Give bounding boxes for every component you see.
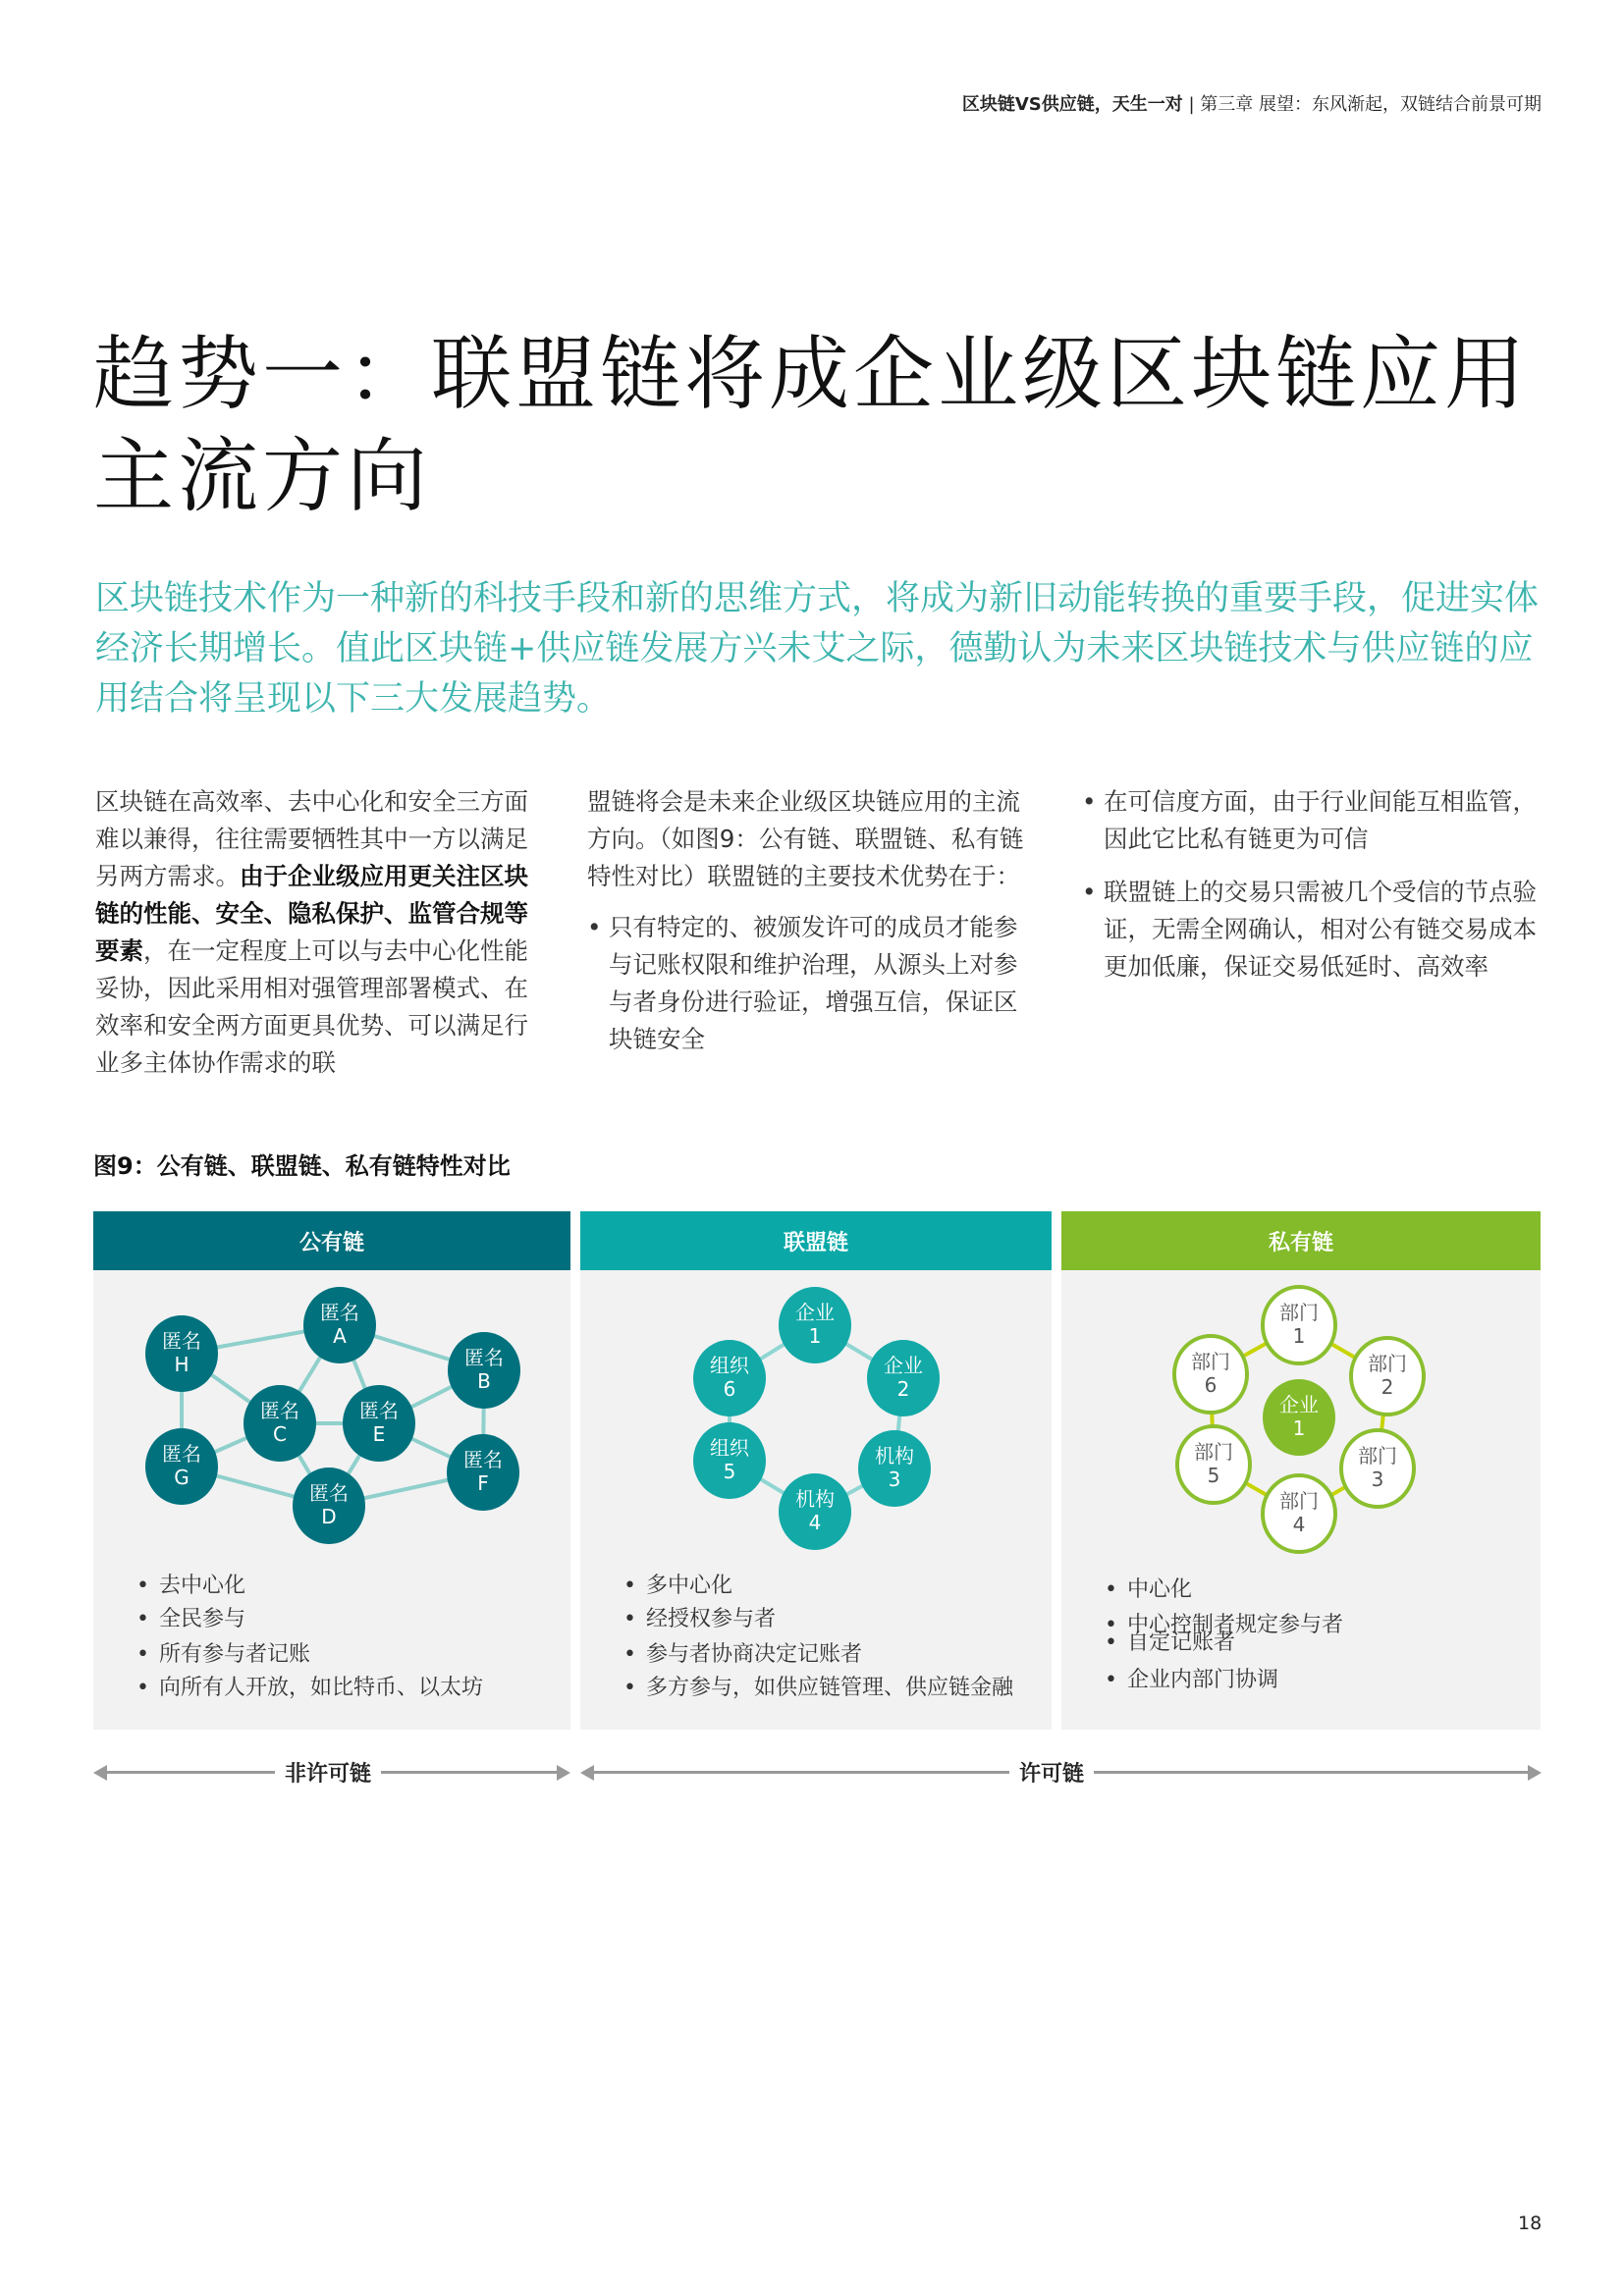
non-permissioned-label: 非许可链	[275, 1757, 381, 1788]
header-title: 区块链VS供应链，天生一对	[961, 94, 1183, 115]
bullet-text: 多中心化	[645, 1574, 732, 1598]
node-label: 1	[808, 1324, 822, 1348]
feature-bullet	[1105, 1573, 1192, 1603]
network-node	[779, 1287, 851, 1363]
network-node	[293, 1468, 365, 1544]
bullet-text: 全民参与	[158, 1607, 245, 1631]
node-label: A	[333, 1324, 347, 1348]
network-node	[693, 1422, 766, 1499]
bullet-icon: •	[136, 1676, 149, 1700]
feature-bullet	[1105, 1626, 1235, 1656]
node-label: 6	[723, 1377, 736, 1401]
node-label: 5	[1207, 1464, 1220, 1487]
network-diagram	[93, 1270, 570, 1565]
bullet-text: 自定记账者	[1126, 1630, 1235, 1655]
feature-bullet	[136, 1637, 310, 1668]
node-label: 企业	[884, 1354, 923, 1377]
bullet-text: 中心化	[1126, 1577, 1192, 1602]
node-label: 组织	[710, 1354, 749, 1377]
bullet-text: 去中心化	[158, 1574, 245, 1598]
arrow-right-icon	[557, 1765, 570, 1781]
network-node	[1263, 1475, 1335, 1552]
panel-private-chain	[1061, 1211, 1541, 1730]
node-label: B	[477, 1369, 491, 1393]
network-node	[693, 1340, 766, 1416]
node-label: 3	[1371, 1468, 1384, 1491]
column-2	[587, 783, 1039, 1058]
network-diagram	[1061, 1270, 1541, 1565]
bullet-text: 中心控制者规定参与者	[1126, 1613, 1343, 1637]
node-label: 企业	[795, 1301, 835, 1324]
bullet-item: • 联盟链上的交易只需被几个受信的节点验证，无需全网确认，相对公有链交易成本更加低廉，保证交易低延时、高效率	[1082, 874, 1543, 986]
node-label: 机构	[795, 1487, 835, 1511]
node-label: 匿名	[162, 1329, 201, 1353]
node-label: 匿名	[309, 1481, 349, 1505]
panel-consortium-chain	[580, 1211, 1052, 1730]
bullet-icon: •	[623, 1574, 636, 1598]
panel-header: 公有链	[93, 1211, 570, 1270]
node-label: F	[477, 1471, 489, 1495]
network-node	[1263, 1287, 1335, 1363]
page-number: 18	[1518, 2213, 1543, 2234]
network-diagram	[580, 1270, 1052, 1565]
column-1	[95, 783, 542, 1082]
column-3	[1082, 783, 1543, 986]
feature-bullet	[136, 1671, 483, 1701]
network-node	[1263, 1379, 1335, 1456]
network-node	[1177, 1426, 1250, 1503]
feature-bullet	[1105, 1663, 1278, 1693]
node-label: 3	[888, 1468, 901, 1491]
bullet-icon: •	[1105, 1577, 1117, 1602]
node-label: 企业	[1279, 1393, 1319, 1416]
network-node	[303, 1287, 376, 1363]
network-node	[1174, 1336, 1247, 1413]
node-label: 组织	[710, 1436, 749, 1460]
node-label: 匿名	[260, 1399, 299, 1422]
node-label: 4	[808, 1511, 822, 1534]
lead-paragraph: 区块链技术作为一种新的科技手段和新的思维方式，将成为新旧动能转换的重要手段，促进实体经济长期增长。值此区块链+供应链发展方兴未艾之际，德勤认为未来区块链技术与供应链的应用结合将呈现以下三大发展趋势。	[95, 579, 1540, 719]
feature-bullet	[623, 1637, 862, 1668]
figure-caption: 图9：公有链、联盟链、私有链特性对比	[93, 1152, 511, 1180]
feature-bullet	[623, 1671, 1013, 1701]
node-label: 2	[896, 1377, 910, 1401]
node-label: 4	[1292, 1513, 1306, 1536]
feature-bullet	[136, 1602, 245, 1632]
header-separator: |	[1182, 94, 1201, 115]
text: 区块链在高效率、去中心化和安全三方面难以兼得，往往需要牺牲其中一方以满足另两方需求。	[95, 787, 528, 890]
network-node	[858, 1430, 931, 1507]
bullet-item: • 只有特定的、被颁发许可的成员才能参与记账权限和维护治理，从源头上对参与者身份进行验证，增强互信，保证区块链安全	[587, 909, 1039, 1058]
network-node	[779, 1473, 851, 1550]
network-node	[343, 1385, 415, 1462]
feature-bullet	[136, 1569, 245, 1599]
bullet-icon: •	[1105, 1630, 1117, 1655]
bullet-icon: •	[1105, 1613, 1117, 1637]
node-label: G	[174, 1466, 189, 1489]
bullet-icon: •	[623, 1607, 636, 1631]
bullet-icon: •	[623, 1642, 636, 1667]
node-label: 部门	[1358, 1444, 1397, 1468]
node-label: 部门	[1368, 1352, 1407, 1375]
node-label: 2	[1380, 1375, 1394, 1399]
panel-header: 联盟链	[580, 1211, 1052, 1270]
header-chapter: 第三章 展望：东风渐起，双链结合前景可期	[1200, 94, 1542, 115]
node-label: 匿名	[463, 1448, 503, 1471]
node-label: 5	[723, 1460, 736, 1483]
node-label: H	[174, 1353, 189, 1376]
network-node	[1351, 1338, 1424, 1415]
feature-bullet	[623, 1602, 776, 1632]
network-node	[448, 1332, 520, 1409]
bullet-icon: •	[136, 1607, 149, 1631]
bold-text: 由于企业级应用更关注区块链的性能、安全、隐私保护、监管合规等要素	[95, 862, 528, 965]
node-label: 匿名	[320, 1301, 359, 1324]
node-label: 部门	[1194, 1440, 1233, 1464]
arrow-right-icon	[1528, 1765, 1542, 1781]
node-label: D	[321, 1505, 337, 1528]
panel-header: 私有链	[1061, 1211, 1541, 1270]
node-label: 部门	[1191, 1350, 1230, 1373]
node-label: 匿名	[162, 1442, 201, 1466]
bullet-icon: •	[136, 1574, 149, 1598]
node-label: 部门	[1279, 1301, 1319, 1324]
node-label: E	[372, 1422, 386, 1446]
node-label: 部门	[1279, 1489, 1319, 1513]
network-node	[145, 1428, 218, 1505]
network-node	[145, 1315, 218, 1392]
node-label: 6	[1204, 1373, 1218, 1397]
bullet-text: 所有参与者记账	[158, 1642, 310, 1667]
network-node	[1341, 1430, 1414, 1507]
bullet-icon: •	[623, 1676, 636, 1700]
node-label: 1	[1292, 1416, 1306, 1440]
node-label: 匿名	[464, 1346, 504, 1369]
text: ，在一定程度上可以与去中心化性能妥协，因此采用相对强管理部署模式、在效率和安全两方面更具优势、可以满足行业多主体协作需求的联	[95, 936, 528, 1077]
network-node	[244, 1385, 316, 1462]
bullet-text: 多方参与，如供应链管理、供应链金融	[645, 1676, 1013, 1700]
permission-arrows	[93, 1757, 1542, 1787]
bullet-icon: •	[136, 1642, 149, 1667]
bullet-text: 向所有人开放，如比特币、以太坊	[158, 1676, 483, 1700]
running-header	[962, 90, 1542, 116]
panel-public-chain	[93, 1211, 570, 1730]
node-label: 1	[1292, 1324, 1306, 1348]
feature-bullet	[623, 1569, 732, 1599]
bullet-text: 经授权参与者	[645, 1607, 776, 1631]
text: 盟链将会是未来企业级区块链应用的主流方向。（如图9：公有链、联盟链、私有链特性对比）联盟链的主要技术优势在于：	[587, 787, 1024, 890]
permissioned-label: 许可链	[1009, 1757, 1094, 1788]
node-label: C	[273, 1422, 287, 1446]
bullet-item: • 在可信度方面，由于行业间能互相监管，因此它比私有链更为可信	[1082, 783, 1543, 858]
bullet-text: 参与者协商决定记账者	[645, 1642, 862, 1667]
network-node	[867, 1340, 940, 1416]
node-label: 匿名	[359, 1399, 399, 1422]
network-node	[447, 1434, 519, 1511]
node-label: 机构	[875, 1444, 914, 1468]
page-title: 趋势一：联盟链将成企业级区块链应用主流方向	[93, 328, 1530, 523]
bullet-text: 企业内部门协调	[1126, 1668, 1278, 1692]
bullet-icon: •	[1105, 1668, 1117, 1692]
